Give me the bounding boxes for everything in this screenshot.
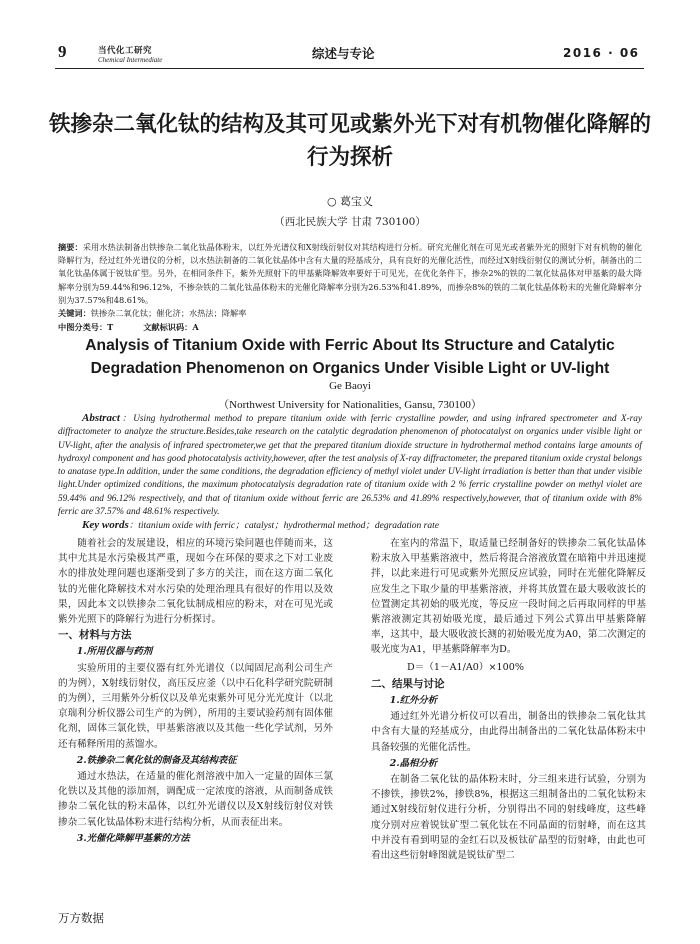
page-number: 9: [58, 42, 67, 61]
degradation-formula: D＝（1－A1/A0）×100%: [407, 661, 524, 673]
preparation-paragraph: 通过水热法，在适量的催化剂溶液中加入一定量的固体三氯化铁以及其他的添加剂，调配成一定浓度的溶液，从而制备成铁掺杂二氧化钛的粉末晶体，以红外光谱仪以及X射线衍射仪对铁掺杂二氧化钛晶体粉末进行结构分析，从而表征出来。: [58, 771, 333, 828]
footer-watermark: 万方数据: [58, 911, 104, 925]
abstract-cn-text: 采用水热法制备出铁掺杂二氧化钛晶体粉末，以红外光谱仪和X射线衍射仪对其结构进行分析。研究光催化剂在可见光或者紫外光的照射下对有机物的催化降解行为，经过红外光谱仪的分析，以水热法制备的二氧化钛晶体中含有大量的羟基成分，具有良好的光催化活性，而经过X射线衍射仪的测试分析，制备出的二氧化钛晶体属于锐钛矿型。另外，在相同条件下，紫外光照射下的甲基紫降解效率要好于可见光，在优化条件下，掺杂2%的铁的二氧化钛晶体对甲基紫的最大降解率分别为59.44%和96.12%，不掺杂铁的二氧化钛晶体粉末的光催化降解率分别为26.53%和41.89%，而掺杂8%的铁的二氧化钛晶体粉末的光催化降解率分别为37.57%和48.61%。: [58, 242, 642, 305]
class-label: 中图分类号：: [58, 322, 108, 332]
keywords-en: Key words：titanium oxide with ferric；catalyst；hydrothermal method；degradation rate: [82, 519, 439, 531]
section-label: 综述与专论: [312, 46, 375, 61]
abstract-en-label: Abstract: [82, 412, 120, 424]
heading-results-discussion: 二、结果与讨论: [371, 677, 445, 690]
abstract-en: Abstract：Using hydrothermal method to prepare titanium oxide with ferric crystalline powder, and using infrared spectrometer and X-ray diffractometer to analyze the structure.Besides,take research on the catalytic degradation phenomenon of photocatalyst on organics under visible light or UV-light, after the analysis of infrared spectrometer,we get that the prepared titanium dioxide structure in hydrothermal method contains large amounts of hydroxyl component and has good photocatalysis activity,however, after the test analysis of X-ray diffractometer, the prepared titanium oxide crystal belongs to anatase type.In addition, under the same conditions, the degradation efficiency of methyl violet under UV-light irradiation is better than that under visible light.Under optimized conditions, the maximum photocatalysis degradation rate of titanium oxide with 2 % ferric crystalline powder on methyl violet are 59.44% and 96.12% respectively, and that of titanium oxide without ferric are 26.53% and 41.89% respectively,however, that of titanium oxide with 8% ferric are 37.57% and 48.61% respectively.: [58, 412, 643, 518]
abstract-cn: [58, 241, 642, 307]
body-right-column: [371, 536, 646, 863]
xrd-paragraph: 在制备二氧化钛的晶体粉末时，分三组来进行试验，分别为不掺铁，掺铁2%，掺铁8%，根据这三组制备出的二氧化钛粉末通过X射线衍射仪进行分析，分别得出不同的射线峰度，这些峰度分别对应着锐钛矿型二氧化钛在不同晶面的衍射峰，而在这其中并没有看到明显的金红石以及板钛矿晶型的衍射峰，由此也可看出这些衍射峰图就是锐钛矿型二: [371, 774, 646, 862]
ir-paragraph: 通过红外光谱分析仪可以看出，制备出的铁掺杂二氧化钛其中含有大量的羟基成分，由此得出制备出的二氧化钛晶体粉末中具备较强的光催化活性。: [371, 711, 646, 753]
author-en: Ge Baoyi: [329, 380, 371, 392]
keywords-en-label: Key words: [82, 519, 129, 531]
intro-paragraph: 随着社会的发展建设，相应的环境污染问题也伴随而来，这其中尤其是水污染极其严重，现如今在环保的要求之下对工业废水的排放处理问题也逐渐受到了多方的关注，而在这方面二氧化钛的光催化降解技术对水污染的处理治理具有很好的作用以及效果，因此本文以铁掺杂二氧化钛制成相应的粉末，对在可见光或紫外光照下的降解行为进行分析探讨。: [58, 538, 333, 626]
keywords-cn-text: 铁掺杂二氧化钛；催化济；水热法；降解率: [90, 308, 247, 318]
heading-crystal-phase: 2.晶相分析: [389, 757, 438, 769]
keywords-cn-label: 关键词：: [58, 308, 91, 318]
header-rule: [55, 68, 644, 69]
doc-code-label: 文献标识码：: [143, 322, 193, 332]
method-paragraph: 在室内的常温下，取适量已经制备好的铁掺杂二氧化钛晶体粉末放入甲基紫溶液中，然后将混合溶液放置在暗箱中并迅速搅拌，以此来进行可见或紫外光照反应试验，同时在光催化降解反应发生之下取少量的甲基紫溶液，并将其放置在最大吸收波长的位置测定其初始的吸光度，等反应一段时间之后再取同样的甲基紫溶液测定其初始吸光度，最后通过下列公式算出甲基紫降解率，这其中，最大吸收波长测的初始吸光度为A0，第二次测定的吸光度为A1，甲基紫降解率为D。: [371, 538, 646, 656]
heading-photocatalysis-method: 3.光催化降解甲基紫的方法: [76, 832, 190, 844]
classification-line: [58, 321, 642, 334]
class-value: T: [107, 322, 114, 332]
affiliation-cn: （西北民族大学 甘肃 730100）: [274, 216, 426, 228]
magazine-name-english: Chemical Intermediate: [98, 56, 163, 64]
heading-materials-methods: 一、材料与方法: [58, 629, 132, 642]
keywords-en-text: titanium oxide with ferric；catalyst；hydrothermal method；degradation rate: [138, 521, 439, 531]
affiliation-en: （Northwest University for Nationalities, Gansu, 730100）: [218, 399, 482, 411]
body-left-column: [58, 536, 333, 847]
heading-instruments: 1.所用仪器与药剂: [76, 646, 153, 658]
abstract-cn-label: 摘要：: [58, 242, 83, 252]
keywords-cn: [58, 307, 642, 320]
article-title-cn: 铁掺杂二氧化钛的结构及其可见或紫外光下对有机物催化降解的行为探析: [48, 112, 651, 170]
abstract-en-text: Using hydrothermal method to prepare titanium oxide with ferric crystalline powder, and using infrared spectrometer and X-ray diffractometer to analyze the structure.Besides,take research on the catalytic degradation phenomenon of photocatalyst on organics under visible light or UV-light, after the analysis of infrared spectrometer,we get that the prepared titanium dioxide structure in hydrothermal method contains large amounts of hydroxyl component and has good photocatalysis activity,however, after the test analysis of X-ray diffractometer, the prepared titanium oxide crystal belongs to anatase type.In addition, under the same conditions, the degradation efficiency of methyl violet under UV-light irradiation is better than that under visible light.Under optimized conditions, the maximum photocatalysis degradation rate of titanium oxide with 2 % ferric crystalline powder on methyl violet are 59.44% and 96.12% respectively, and that of titanium oxide without ferric are 26.53% and 41.89% respectively,however, that of titanium oxide with 8% ferric are 37.57% and 48.61% respectively.: [58, 414, 643, 518]
issue-label: 2016 · 06: [563, 46, 640, 60]
instruments-paragraph: 实验所用的主要仪器有红外光谱仪（以闻固尼高利公司生产的为例），X射线衍射仪，高压反应釜（以中石化科学研究院研制的为例），三用紫外分析仪以及单光束紫外可见分光光度计（以北京瑞利分析仪器公司生产的为例），所用的主要试验药剂有固体催化剂，固体三氯化铁，甲基紫溶液以及其他一些化学试剂，另外还有稀释所用的蒸馏水。: [58, 662, 333, 750]
article-title-en: Analysis of Titanium Oxide with Ferric About Its Structure and Catalytic Degradation Phenomenon on Organics Under Visible Light or UV-light: [85, 337, 615, 377]
heading-ir-analysis: 1.红外分析: [389, 695, 438, 707]
heading-preparation: 2.铁掺杂二氧化钛的制备及其结构表征: [76, 754, 237, 766]
doc-code-value: A: [192, 322, 199, 332]
author-cn: ○ 葛宝义: [326, 195, 374, 208]
magazine-name: 当代化工研究: [98, 46, 153, 56]
